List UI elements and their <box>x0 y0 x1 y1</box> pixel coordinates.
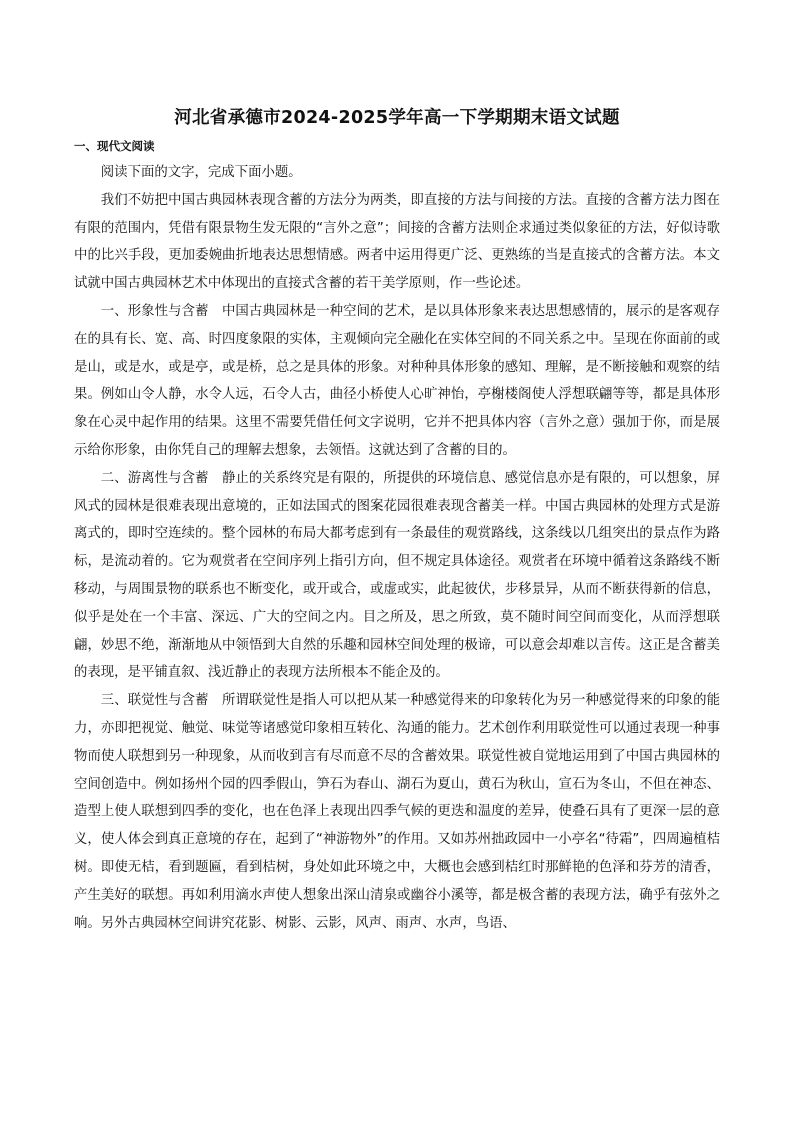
page-title: 河北省承德市2024-2025学年高一下学期期末语文试题 <box>174 108 620 128</box>
paragraph-section-1: 一、形象性与含蓄 中国古典园林是一种空间的艺术，是以具体形象来表达思想感情的，展示的是客观存在的具有长、宽、高、时四度象限的实体，主观倾向完全融化在实体空间的不同关系之中。呈现在你面前的或是山，或是水，或是亭，或是桥，总之是具体的形象。对种种具体形象的感知、理解，是不断接触和观察的结果。例如山令人静，水令人远，石令人古，曲径小桥使人心旷神怡，亭榭楼阁使人浮想联翩等等，都是具体形象在心灵中起作用的结果。这里不需要凭借任何文字说明，它并不把具体内容（言外之意）强加于你，而是展示给你形象，由你凭自己的理解去想象，去领悟。这就达到了含蓄的目的。 <box>74 303 720 458</box>
paragraph-intro: 我们不妨把中国古典园林表现含蓄的方法分为两类，即直接的方法与间接的方法。直接的含蓄方法力图在有限的范围内，凭借有限景物生发无限的“言外之意”；间接的含蓄方法则企求通过类似象征的方法，好似诗歌中的比兴手段，更加委婉曲折地表达思想情感。两者中运用得更广泛、更熟练的当是直接式的含蓄方法。本文试就中国古典园林艺术中体现出的直接式含蓄的若干美学原则，作一些论述。 <box>74 192 720 292</box>
paragraph-section-2: 二、游离性与含蓄 静止的关系终究是有限的，所提供的环境信息、感觉信息亦是有限的，可以想象，屏风式的园林是很难表现出意境的，正如法国式的图案花园很难表现含蓄美一样。中国古典园林的处理方式是游离式的，即时空连续的。整个园林的布局大都考虑到有一条最佳的观赏路线，这条线以几组突出的景点作为路标，是流动着的。它为观赏者在空间序列上指引方向，但不规定具体途径。观赏者在环境中循着这条路线不断移动，与周围景物的联系也不断变化，或开或合，或虚或实，此起彼伏，步移景异，从而不断获得新的信息，似乎是处在一个丰富、深远、广大的空间之内。目之所及，思之所致，莫不随时间空间而变化，从而浮想联翩，妙思不绝，渐渐地从中领悟到大自然的乐趣和园林空间处理的极谛，可以意会却难以言传。这正是含蓄美的表现，是平铺直叙、浅近静止的表现方法所根本不能企及的。 <box>74 470 720 681</box>
body-text <box>74 159 720 937</box>
paragraph-section-3: 三、联觉性与含蓄 所谓联觉性是指人可以把从某一种感觉得来的印象转化为另一种感觉得来的印象的能力，亦即把视觉、触觉、味觉等诸感觉印象相互转化、沟通的能力。艺术创作利用联觉性可以通过表现一种事物而使人联想到另一种现象，从而收到言有尽而意不尽的含蓄效果。联觉性被自觉地运用到了中国古典园林的空间创造中。例如扬州个园的四季假山，笋石为春山、湖石为夏山，黄石为秋山，宣石为冬山，不但在神态、造型上使人联想到四季的变化，也在色泽上表现出四季气候的更迭和温度的差异，使叠石具有了更深一层的意义，使人体会到真正意境的存在，起到了“神游物外”的作用。又如苏州拙政园中一小亭名“待霜”，四周遍植桔树。即使无桔，看到题匾，看到桔树，身处如此环境之中，大概也会感到桔红时那鲜艳的色泽和芬芳的清香，产生美好的联想。再如利用滴水声使人想象出深山清泉或幽谷小溪等，都是极含蓄的表现方法，确乎有弦外之响。另外古典园林空间讲究花影、树影、云影，风声、雨声、水声，鸟语、 <box>74 693 720 931</box>
section-heading: 一、现代文阅读 <box>74 139 155 153</box>
paragraph-instruction: 阅读下面的文字，完成下面小题。 <box>100 165 302 180</box>
